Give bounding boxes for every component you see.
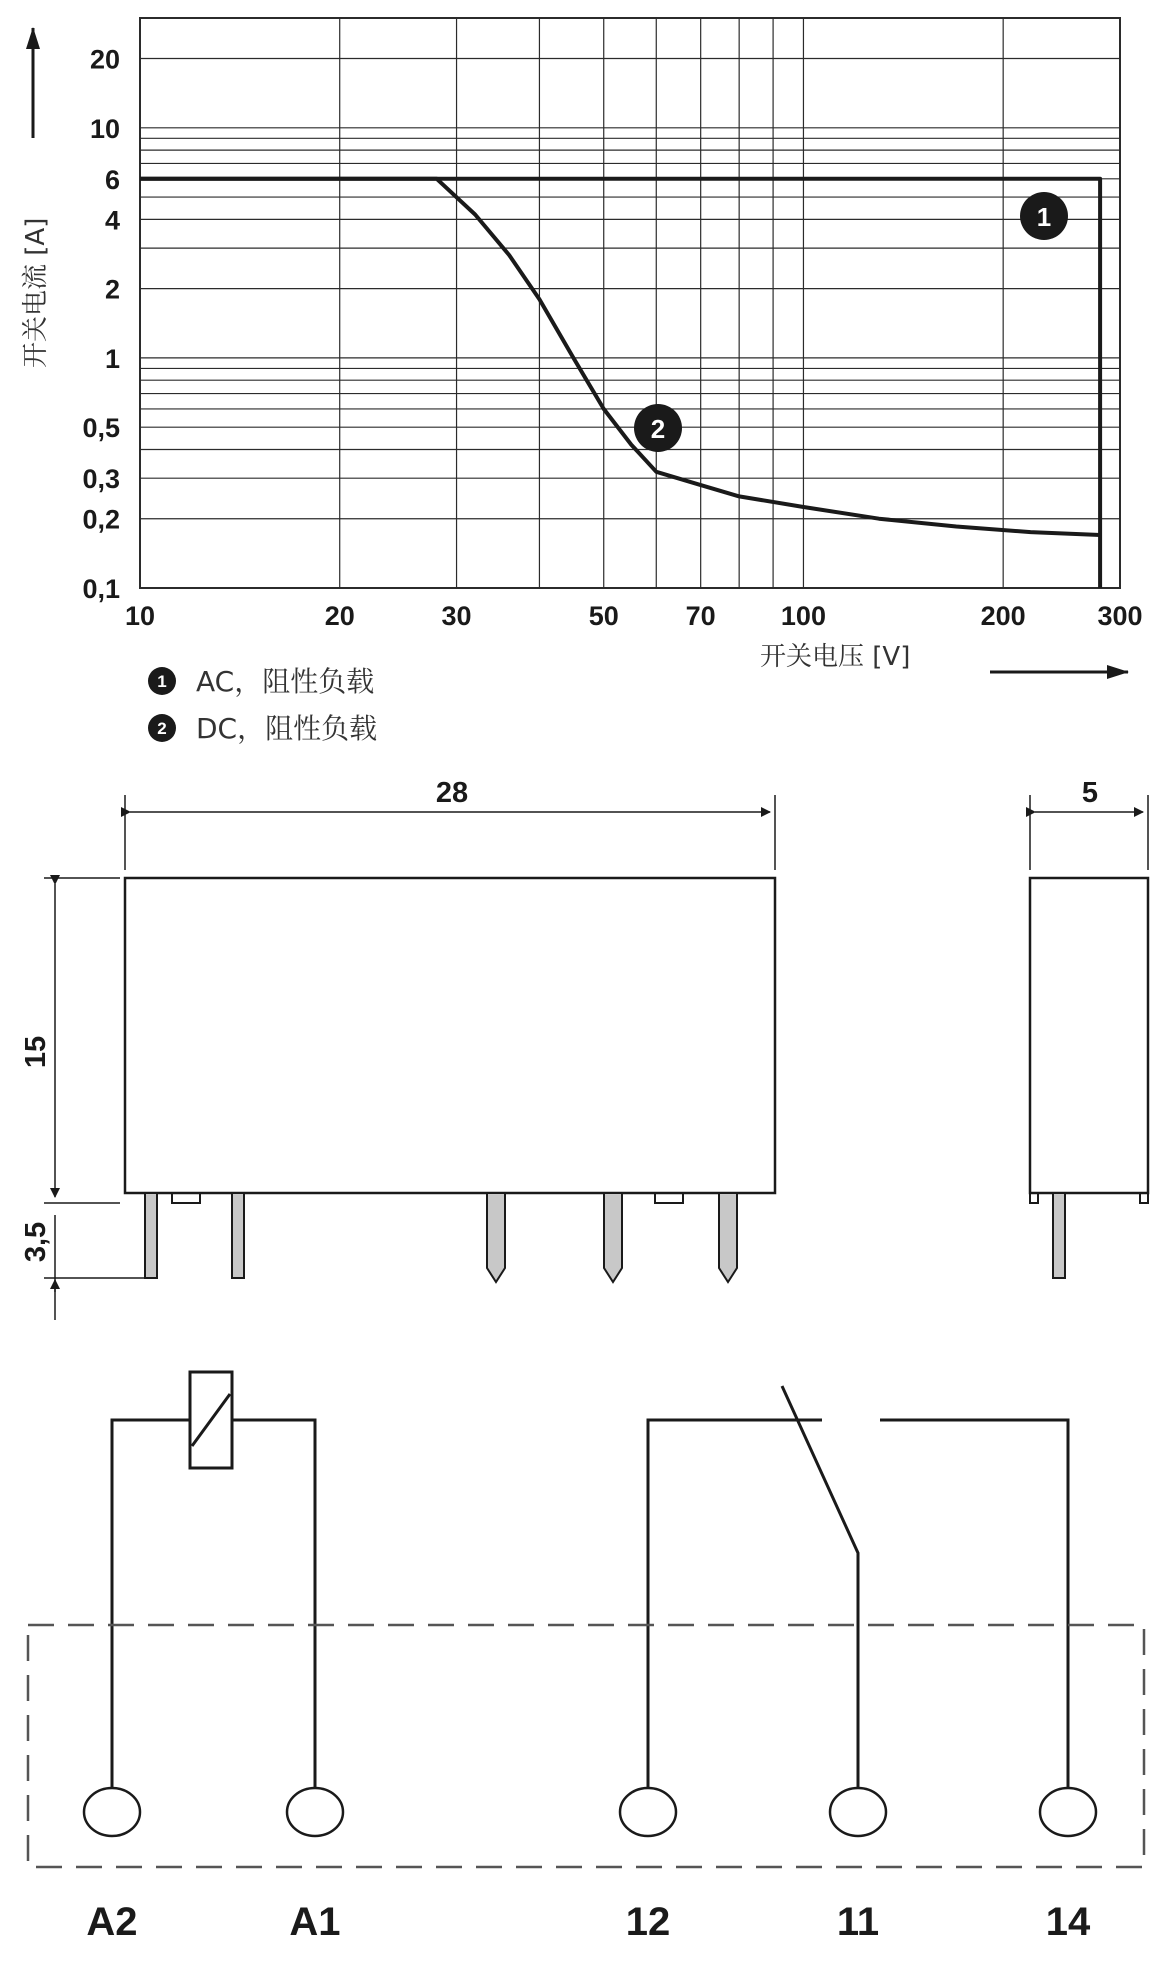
x-axis-label-group: [760, 642, 1128, 672]
switching-current-chart: [21, 18, 1143, 672]
contact-11-wiring: [782, 1386, 858, 1790]
contact-14-wiring: [880, 1420, 1068, 1790]
relay-side-standoffs: [1030, 1193, 1148, 1203]
series-badge-2: [634, 404, 682, 452]
y-tick-label: 0,5: [82, 413, 120, 444]
terminal-11: [830, 1788, 886, 1836]
relay-dimension-drawing: [20, 777, 1148, 1320]
y-tick-label: 6: [104, 164, 120, 195]
side-pin: [1053, 1193, 1065, 1278]
depth-dimension: [1030, 777, 1148, 870]
pin-12: [487, 1193, 505, 1282]
legend-label-ac: AC，阻性负载: [196, 665, 375, 698]
pin-length-dimension: [20, 1215, 150, 1320]
width-value: 28: [435, 777, 469, 809]
contact-12-wiring: [648, 1420, 822, 1790]
y-tick-label: 1: [104, 343, 120, 374]
y-tick-labels: [82, 45, 120, 604]
svg-text:2: 2: [157, 719, 167, 738]
x-tick-label: 10: [124, 601, 156, 631]
relay-housing-outline: [28, 1625, 1144, 1867]
pin-14: [719, 1193, 737, 1282]
terminal-label-a1: A1: [289, 1900, 341, 1944]
relay-wiring-schematic: [28, 1372, 1144, 1944]
y-axis-label-group: [21, 28, 51, 368]
svg-text:1: 1: [157, 672, 167, 691]
x-tick-label: 100: [780, 601, 826, 631]
svg-text:1: 1: [1036, 202, 1052, 232]
terminal-14: [1040, 1788, 1096, 1836]
terminal-label-12: 12: [625, 1900, 671, 1944]
series-line-2: [140, 179, 1100, 535]
terminal-12: [620, 1788, 676, 1836]
x-tick-label: 70: [685, 601, 716, 631]
y-tick-label: 20: [89, 44, 120, 75]
terminal-label-a2: A2: [86, 1900, 138, 1944]
y-tick-label: 4: [104, 205, 120, 236]
relay-front-body: [125, 878, 775, 1193]
plot-series: [140, 179, 1100, 588]
terminal-a1: [287, 1788, 343, 1836]
legend-label-dc: DC，阻性负载: [196, 712, 378, 745]
terminal-label-14: 14: [1045, 1900, 1091, 1944]
series-badge-1: [1020, 192, 1068, 240]
pin-a1: [232, 1193, 244, 1278]
x-tick-label: 300: [1097, 601, 1143, 631]
pin-length-value: 3,5: [20, 1221, 52, 1263]
relay-side-body: [1030, 878, 1148, 1193]
pin-11: [604, 1193, 622, 1282]
plot-grid: [140, 18, 1120, 588]
coil-wiring: [112, 1420, 315, 1790]
height-dimension: [20, 878, 120, 1203]
terminal-label-11: 11: [836, 1900, 880, 1944]
y-axis-label: 开关电流 [A]: [21, 217, 51, 368]
x-tick-label: 30: [441, 601, 472, 631]
terminal-row: [84, 1788, 1096, 1944]
chart-legend: [148, 665, 377, 745]
svg-text:2: 2: [650, 414, 666, 444]
x-axis-label: 开关电压 [V]: [760, 642, 911, 672]
x-tick-label: 20: [324, 601, 355, 631]
x-tick-label: 200: [980, 601, 1026, 631]
height-value: 15: [20, 1035, 52, 1069]
y-tick-label: 0,1: [82, 574, 120, 604]
legend-item-dc: [148, 712, 377, 745]
coil-symbol: [190, 1372, 232, 1468]
x-tick-labels: [125, 601, 1143, 631]
x-tick-label: 50: [588, 601, 619, 631]
terminal-a2: [84, 1788, 140, 1836]
pin-a2: [145, 1193, 157, 1278]
y-tick-label: 10: [89, 113, 120, 144]
y-tick-label: 0,2: [82, 504, 120, 535]
plot-frame: [140, 18, 1120, 588]
legend-item-ac: [148, 665, 374, 698]
depth-value: 5: [1081, 777, 1099, 809]
width-dimension: [125, 777, 775, 870]
y-tick-label: 0,3: [82, 464, 120, 495]
y-tick-label: 2: [104, 274, 120, 305]
